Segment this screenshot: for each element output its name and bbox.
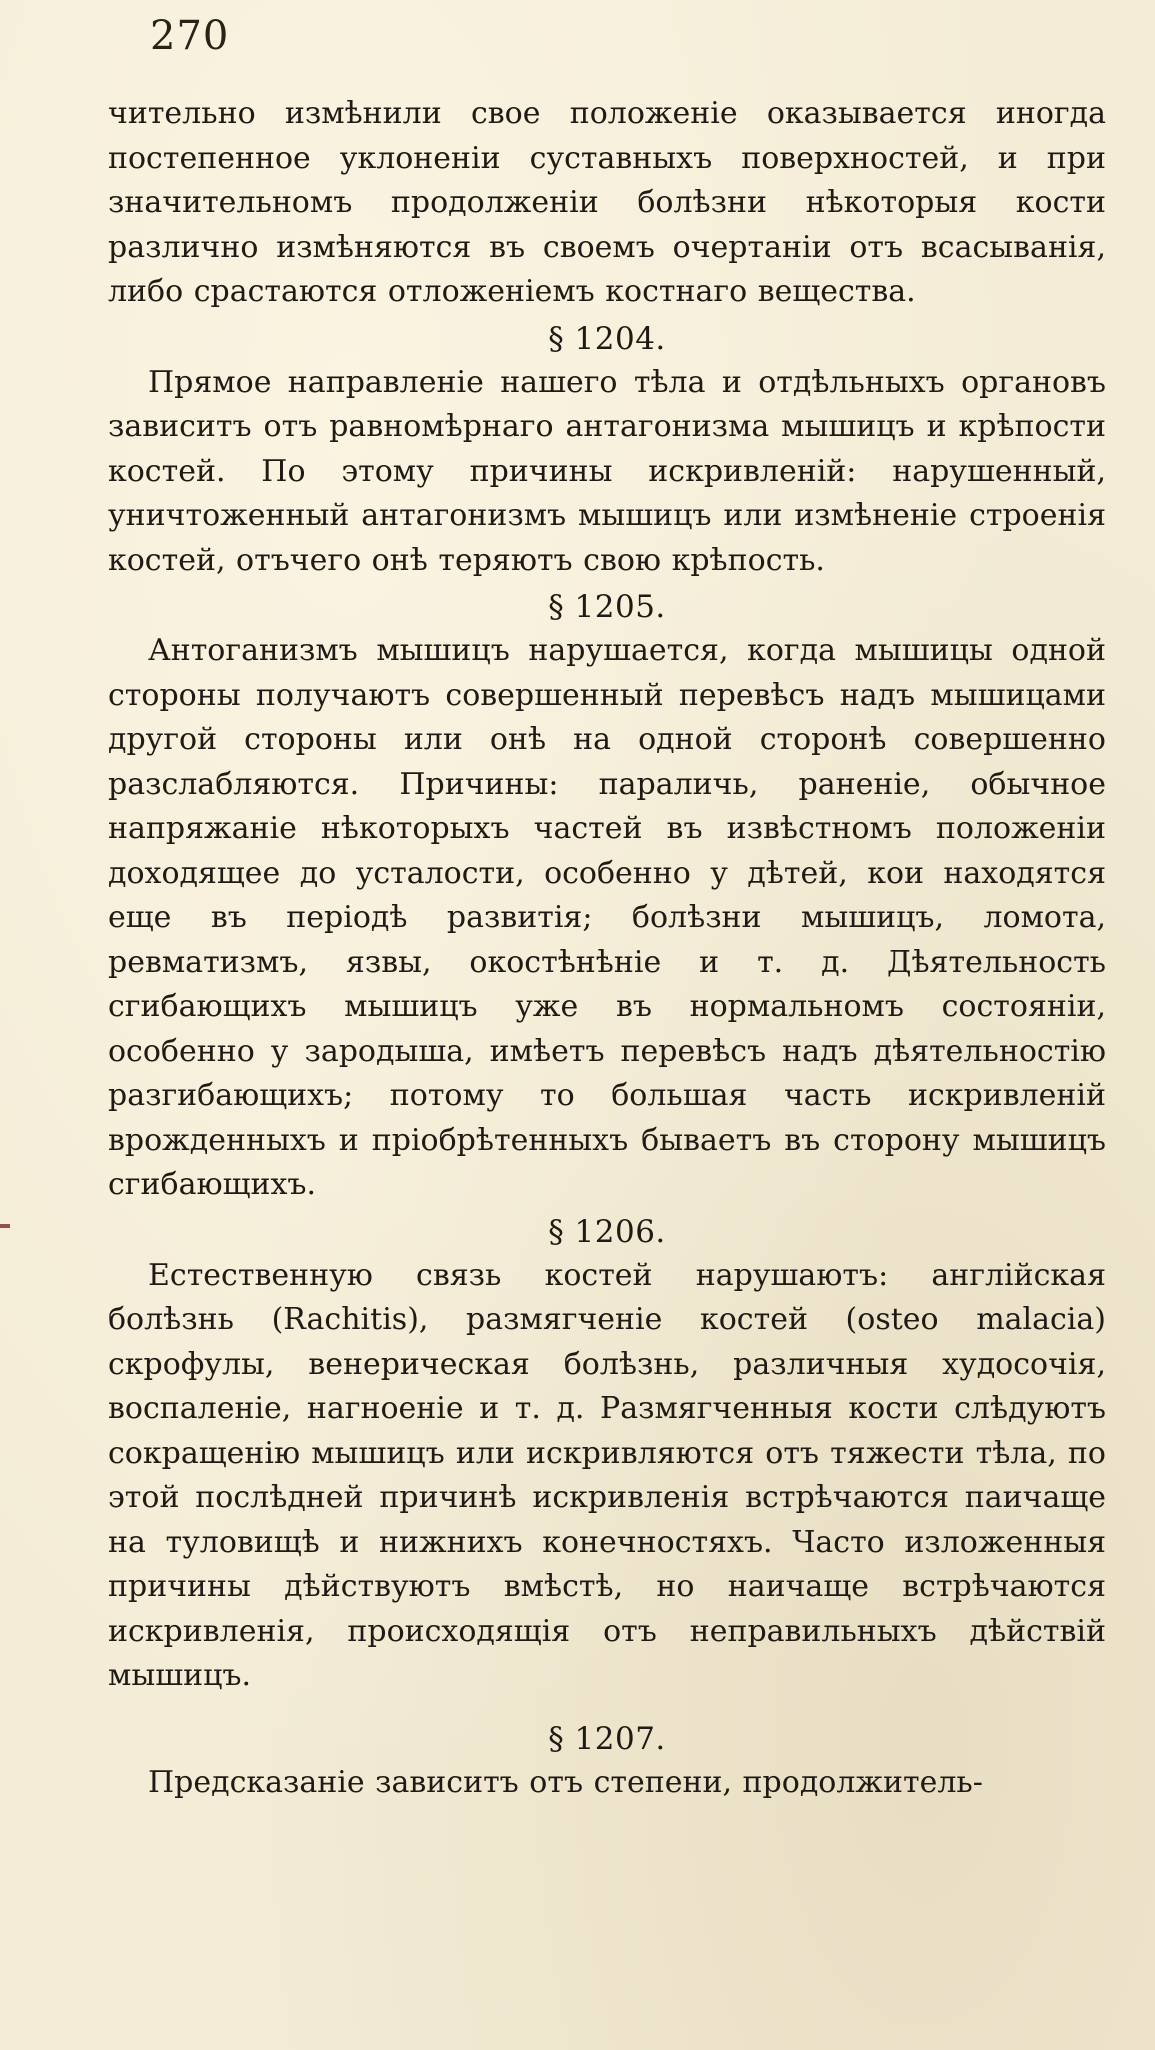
page-body xyxy=(108,92,1106,1805)
section-heading-1206: § 1206. xyxy=(548,1213,666,1250)
section-heading-1207: § 1207. xyxy=(548,1720,666,1757)
paragraph-1206: Естественную связь костей нарушаютъ: англiйская болѣзнь (Rachitis), размягченiе костей (osteo malacia) скрофулы, венерическая болѣзнь, различныя худосочiя, воспаленiе, нагноенiе и т. д. Размягченныя кости слѣдуютъ сокращенiю мышицъ или искривляются отъ тяжести тѣла, по этой послѣдней причинѣ искривленiя встрѣчаются паичаще на туловищѣ и нижнихъ конечностяхъ. Часто изложенныя причины дѣйствуютъ вмѣстѣ, но наичаще встрѣчаются искривленiя, происходящiя отъ неправильныхъ дѣйствiй мышицъ. xyxy=(108,1257,1106,1693)
page-edge-mark xyxy=(0,1224,10,1228)
page-number: 270 xyxy=(150,13,230,59)
section-heading-1205: § 1205. xyxy=(548,589,666,625)
paragraph-1204: Прямое направленiе нашего тѣла и отдѣльныхъ органовъ зависитъ отъ равномѣрнаго антагонизма мышицъ и крѣпости костей. По этому причины искривленiй: нарушенный, уничтоженный антагонизмъ мышицъ или измѣненiе строенiя костей, отъчего онѣ теряютъ свою крѣпость. xyxy=(108,364,1106,578)
section-heading-1204: § 1204. xyxy=(548,320,666,357)
paragraph-continuation: чительно измѣнили свое положенiе оказывается иногда постепенное уклоненiи суставныхъ поверхностей, и при значительномъ продолженiи болѣзни нѣкоторыя кости различно измѣняются въ своемъ очертанiи отъ всасыванiя, либо срастаются отложенiемъ костнаго вещества. xyxy=(108,96,1106,309)
paragraph-1205: Антоганизмъ мышицъ нарушается, когда мышицы одной стороны получаютъ совершенный перевѣсъ надъ мышицами другой стороны или онѣ на одной сторонѣ совершенно разслабляются. Причины: параличь, раненiе, обычное напряжанiе нѣкоторыхъ частей въ извѣстномъ положенiи доходящее до усталости, особенно у дѣтей, кои находятся еще въ перiодѣ развитiя; болѣзни мышицъ, ломота, ревматизмъ, язвы, окостѣнѣнiе и т. д. Дѣятельность сгибающихъ мышицъ уже въ нормальномъ состоянiи, особенно у зародыша, имѣетъ перевѣсъ надъ дѣятельностiю разгибающихъ; потому то большая часть искривленiй врожденныхъ и прiобрѣтенныхъ бываетъ въ сторону мышицъ сгибающихъ. xyxy=(108,633,1106,1202)
paragraph-1207: Предсказанiе зависитъ отъ степени, продолжитель- xyxy=(148,1764,983,1800)
